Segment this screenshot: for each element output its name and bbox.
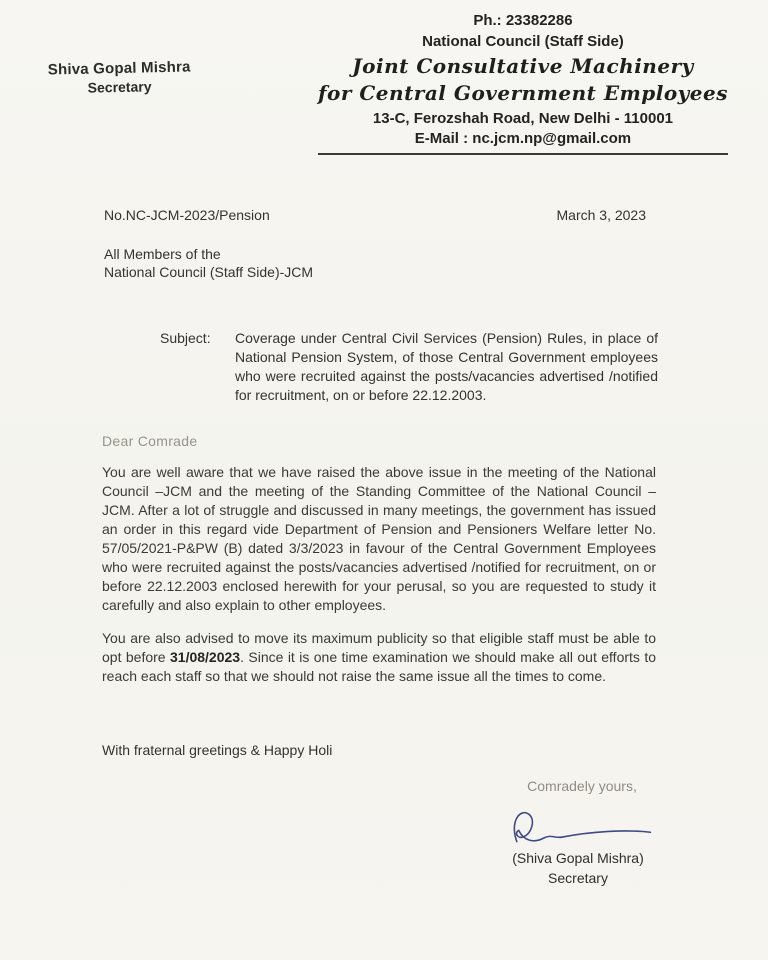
reference-number: No.NC-JCM-2023/Pension xyxy=(104,207,270,223)
sender-title: Secretary xyxy=(87,78,152,96)
body-paragraph-1: You are well aware that we have raised the above issue in the meeting of the National Council –JCM and the meeting of the Standing Committee of the National Council – JCM. After a lot of struggle and discussed in many meetings, the government has issued an order in this regard vide Department of Pension and Pensioners Welfare letter No. 57/05/2021-P&PW (B) dated 3/3/2023 in favour of the Central Government Employees who were recruited against the posts/vacancies advertised /notified for recruitment, on or before 22.12.2003 enclosed herewith for your perusal, so you are requested to study it carefully and also explain to other employees. xyxy=(102,464,656,613)
subject-label: Subject: xyxy=(160,330,211,346)
deadline-date: 31/08/2023 xyxy=(170,649,241,665)
handwritten-signature xyxy=(498,802,658,854)
subject-block xyxy=(160,329,658,405)
org-script-line1: Joint Consultative Machinery xyxy=(352,53,694,78)
org-email: E-Mail : nc.jcm.np@gmail.com xyxy=(318,130,728,155)
addressee-line2: National Council (Staff Side)-JCM xyxy=(104,264,314,280)
body-paragraph-2 xyxy=(102,629,656,686)
signatory-name: (Shiva Gopal Mishra) xyxy=(512,850,644,866)
letter-date: March 3, 2023 xyxy=(556,207,646,223)
salutation: Dear Comrade xyxy=(102,433,198,449)
valediction: Comradely yours, xyxy=(527,778,637,794)
org-name: National Council (Staff Side) xyxy=(422,32,624,50)
addressee-line1: All Members of the xyxy=(104,246,221,262)
org-phone: Ph.: 23382286 xyxy=(473,12,573,29)
addressee-block xyxy=(104,245,768,281)
closing-line: With fraternal greetings & Happy Holi xyxy=(102,742,333,758)
letterhead xyxy=(0,0,768,155)
sender-name: Shiva Gopal Mishra xyxy=(47,58,191,79)
paragraph-2-text: You are also advised to move its maximum publicity so that eligible staff must be able to opt before xyxy=(102,630,656,665)
reference-row xyxy=(104,207,646,223)
organization-block xyxy=(318,12,728,155)
paragraph-2-text-after: . Since it is one time examination we should make all out efforts to reach each staff so that we should not raise the same issue all the times to come. xyxy=(102,649,657,684)
org-address: 13-C, Ferozshah Road, New Delhi - 110001 xyxy=(372,109,674,127)
subject-text: Coverage under Central Civil Services (Pension) Rules, in place of National Pension System, of those Central Government employees who were recruited against the posts/vacancies advertised /notified for recruitment, on or before 22.12.2003. xyxy=(235,330,658,403)
org-script-line2: for Central Government Employees xyxy=(317,80,728,105)
signature-block xyxy=(458,778,698,886)
signatory-title: Secretary xyxy=(548,870,608,886)
sender-block xyxy=(48,59,192,97)
